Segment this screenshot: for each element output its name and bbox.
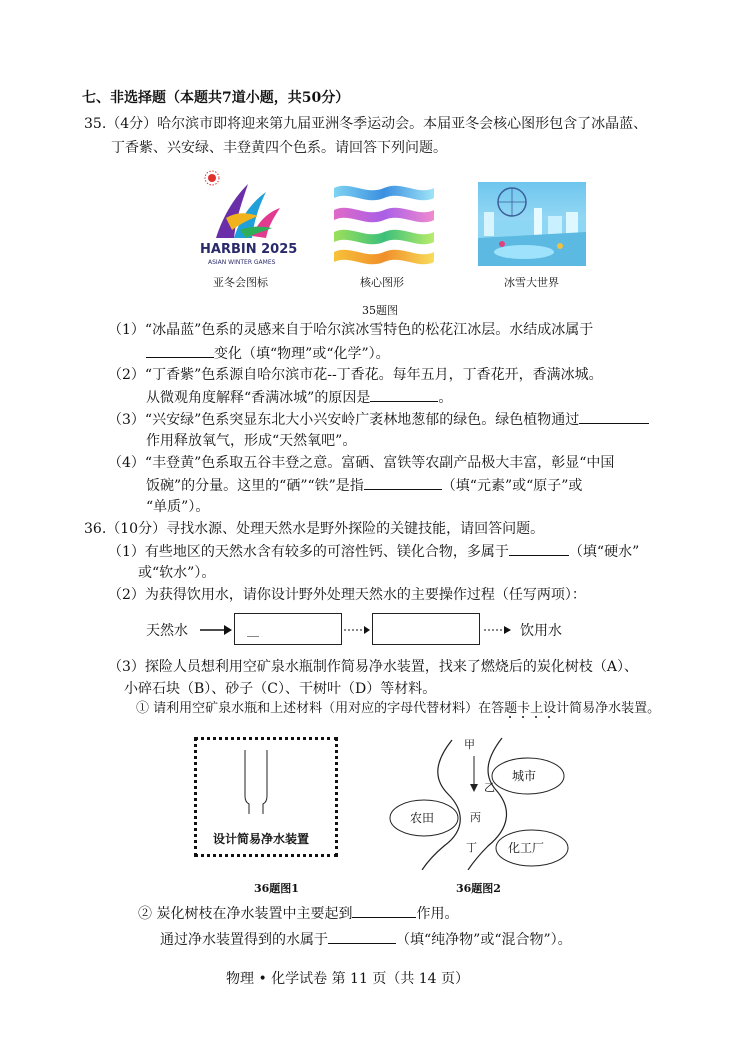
- q36-stem: 36.（10分）寻找水源、处理天然水是野外探险的关键技能，请回答问题。: [84, 521, 545, 537]
- q35-part2-line1: （2）“丁香紫”色系源自哈尔滨市花--丁香花。每年五月，丁香花开，香满冰城。: [108, 367, 603, 383]
- q35-figure-caption: 35题图: [362, 304, 398, 317]
- map-label-yi: 乙: [484, 781, 495, 794]
- bottle-sketch: [197, 740, 335, 830]
- flow-arrow-2: [342, 622, 372, 638]
- caption-core-graphic: 核心图形: [360, 276, 404, 289]
- flow-start-label: 天然水: [146, 623, 188, 639]
- core-graphic-image: [330, 180, 438, 268]
- q35-stem-line1: 35.（4分）哈尔滨市即将迎来第九届亚洲冬季运动会。本届亚冬会核心图形包含了冰晶蓝、: [84, 116, 648, 132]
- q36-part3-line1: （3）探险人员想利用空矿泉水瓶制作简易净水装置，找来了燃烧后的炭化树枝（A）、: [108, 659, 639, 675]
- q35-part3-line2: 作用释放氧气，形成“天然氧吧”。: [146, 433, 357, 449]
- q35-part3-line1: （3）“兴安绿”色系突显东北大小兴安岭广袤林地葱郁的绿色。绿色植物通过: [108, 409, 649, 430]
- answer-blank[interactable]: [146, 343, 214, 358]
- section-title: 七、非选择题（本题共7道小题，共50分）: [82, 90, 350, 106]
- answer-blank[interactable]: [364, 475, 442, 490]
- q36-part1-line1: （1）有些地区的天然水含有较多的可溶性钙、镁化合物，多属于 （填“硬水”: [108, 541, 639, 562]
- ice-snow-world-photo: [478, 182, 586, 266]
- map-label-factory: 化工厂: [508, 841, 545, 855]
- q35-part1-line1: （1）“冰晶蓝”色系的灵感来自于哈尔滨冰雪特色的松花江冰层。水结成冰属于: [108, 322, 594, 338]
- logo-text-main: HARBIN 2025: [200, 242, 298, 257]
- q35-part2-line2: 从微观角度解释“香满冰城”的原因是 。: [146, 387, 452, 408]
- flow-arrow-3: [480, 622, 514, 638]
- river-map: [384, 734, 584, 870]
- q36-sub3: 通过净水装置得到的水属于 （填“纯净物”或“混合物”）。: [160, 929, 572, 950]
- design-device-label: 设计简易净水装置: [213, 832, 310, 846]
- answer-blank[interactable]: [509, 541, 569, 556]
- map-label-farm: 农田: [410, 811, 435, 825]
- q35-part1-line2: 变化（填“物理”或“化学”）。: [146, 343, 390, 364]
- fig1-caption: 36题图1: [254, 882, 299, 895]
- answer-blank[interactable]: [579, 409, 649, 424]
- fig2-caption: 36题图2: [456, 882, 501, 895]
- caption-ice-world: 冰雪大世界: [504, 276, 559, 289]
- q36-part3-line2: 小碎石块（B）、砂子（C）、干树叶（D）等材料。: [124, 681, 437, 697]
- flow-step-box-2[interactable]: [372, 613, 480, 645]
- q35-part4-line2: 饭碗”的分量。这里的“硒”“铁”是指 （填“元素”或“原子”或: [146, 475, 582, 496]
- map-label-jia: 甲: [464, 738, 475, 751]
- q35-stem-line2: 丁香紫、兴安绿、丰登黄四个色系。请回答下列问题。: [111, 140, 447, 156]
- page-footer: 物理 • 化学试卷 第 11 页（共 14 页）: [226, 971, 470, 987]
- flow-arrow-1: [198, 622, 234, 638]
- q36-sub1: ① 请利用空矿泉水瓶和上述材料（用对应的字母代替材料）在答题卡上设计简易净水装置。: [136, 701, 661, 716]
- q36-part2: （2）为获得饮用水，请你设计野外处理天然水的主要操作过程（任写两项）：: [108, 587, 586, 603]
- map-label-bing: 丙: [470, 811, 481, 824]
- emphasis-dots: [506, 715, 560, 719]
- answer-blank[interactable]: [328, 929, 396, 944]
- map-label-city: 城市: [512, 769, 537, 783]
- design-device-box[interactable]: [194, 737, 338, 857]
- q36-sub2: ② 炭化树枝在净水装置中主要起到 作用。: [138, 903, 458, 924]
- q36-part1-line2: 或“软水”）。: [138, 565, 216, 581]
- answer-blank[interactable]: [370, 387, 438, 402]
- answer-blank[interactable]: [352, 903, 416, 918]
- q35-part4-line1: （4）“丰登黄”色系取五谷丰登之意。富硒、富铁等农副产品极大丰富，彰显“中国: [108, 455, 615, 471]
- caption-logo: 亚冬会图标: [213, 276, 268, 289]
- flow-end-label: 饮用水: [520, 623, 562, 639]
- map-label-ding: 丁: [466, 841, 477, 854]
- flow-step-box-1[interactable]: [234, 613, 342, 645]
- logo-text-sub: ASIAN WINTER GAMES: [208, 259, 276, 266]
- asian-games-logo: [196, 168, 298, 272]
- q35-part4-line3: “单质”）。: [146, 499, 210, 515]
